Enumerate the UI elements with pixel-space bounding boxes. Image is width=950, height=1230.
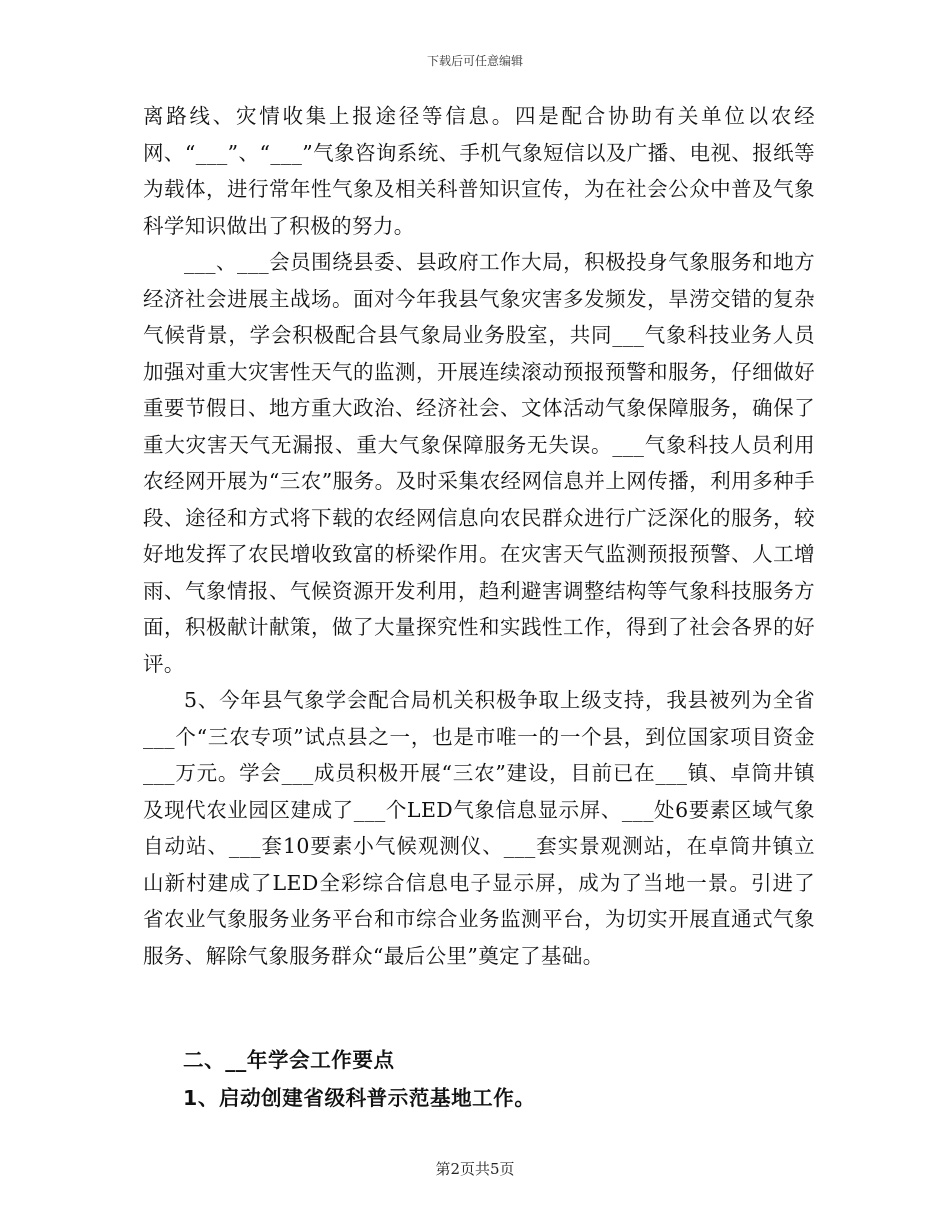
paragraph-members-service: ___、___会员围绕县委、县政府工作大局，积极投身气象服务和地方经济社会进展主战场。面对今年我县气象灾害多发频发，旱涝交错的复杂气候背景，学会积极配合县气象局业务股室，共同___气象科技业务人员加强对重大灾害性天气的监测，开展连续滚动预报预警和服务，仔细做好重要节假日、地方重大政治、经济社会、文体活动气象保障服务，确保了重大灾害天气无漏报、重大气象保障服务无失误。___气象科技人员利用农经网开展为“三农”服务。及时采集农经网信息并上网传播，利用多种手段、途径和方式将下载的农经网信息向农民群众进行广泛深化的服务，较好地发挥了农民增收致富的桥梁作用。在灾害天气监测预报预警、人工增雨、气象情报、气候资源开发利用，趋利避害调整结构等气象科技服务方面，积极献计献策，做了大量探究性和实践性工作，得到了社会各界的好评。 — [143, 250, 815, 676]
subsection-heading: 1、启动创建省级科普示范基地工作。 — [183, 1086, 536, 1110]
page-header-note: 下载后可任意编辑 — [426, 54, 523, 68]
paragraph-sannong-project: 5、今年县气象学会配合局机关积极争取上级支持，我县被列为全省___个“三农专项”试点县之一，也是市唯一的一个县，到位国家项目资金___万元。学会___成员积极开展“三农”建设，目前已在___镇、卓筒井镇及现代农业园区建成了___个LED气象信息显示屏、___处6要素区域气象自动站、___套10要素小气候观测仪、___套实景观测站，在卓筒井镇立山新村建成了LED全彩综合信息电子显示屏，成为了当地一景。引进了省农业气象服务业务平台和市综合业务监测平台，为切实开展直通式气象服务、解除气象服务群众“最后公里”奠定了基础。 — [143, 688, 815, 968]
page-number: 第2页共5页 — [435, 1160, 515, 1178]
paragraph-continuation: 离路线、灾情收集上报途径等信息。四是配合协助有关单位以农经网、“___”、“___”气象咨询系统、手机气象短信以及广播、电视、报纸等为载体，进行常年性气象及相关科普知识宣传，为在社会公众中普及气象科学知识做出了积极的努力。 — [143, 104, 815, 238]
section-heading: 二、__年学会工作要点 — [183, 1048, 395, 1072]
document-body — [143, 98, 815, 974]
